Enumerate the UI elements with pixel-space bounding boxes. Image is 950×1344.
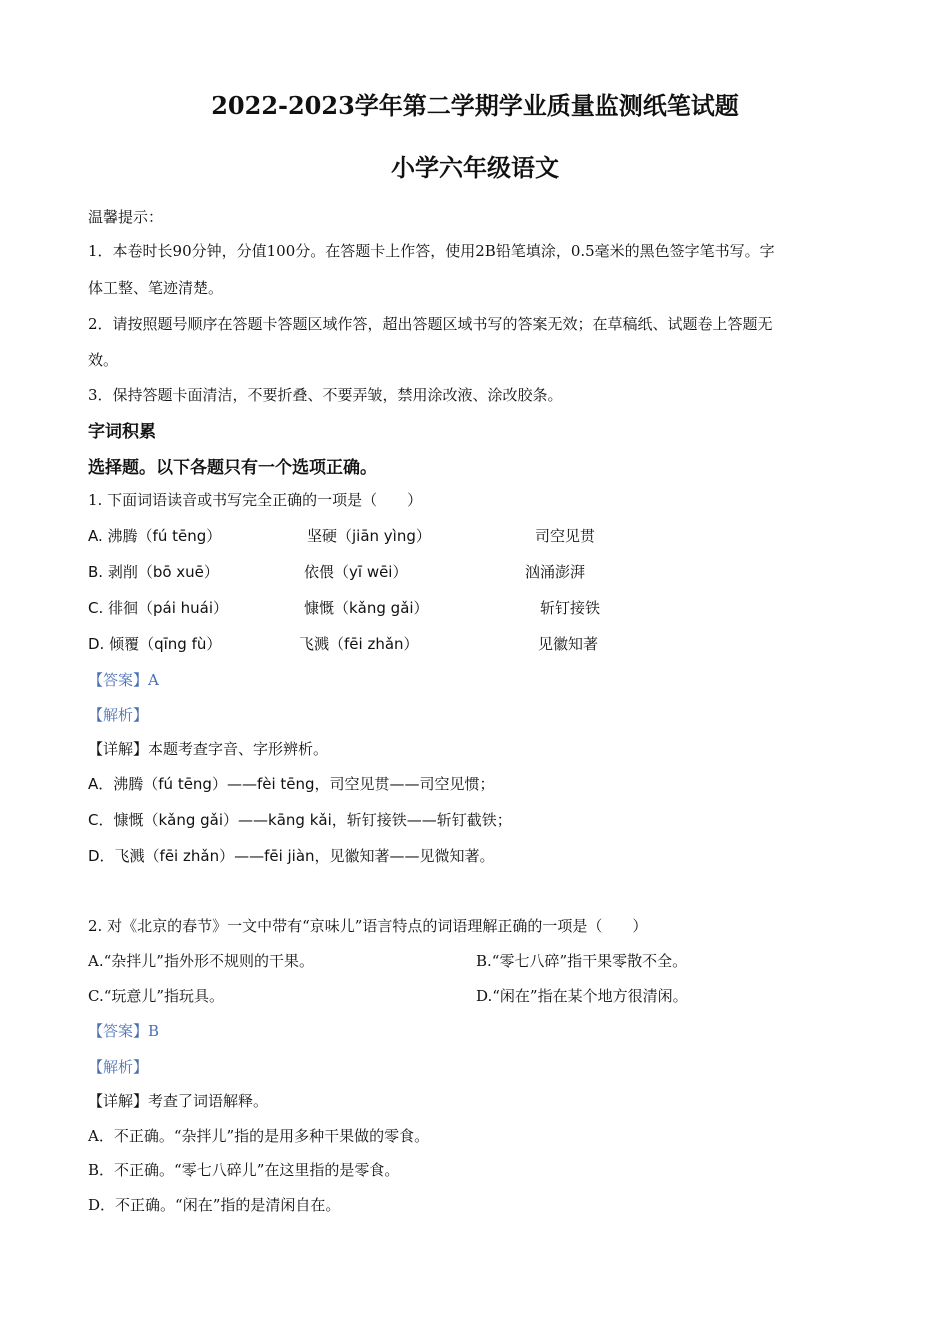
q1-option-d-word2: 飞溅（fēi zhǎn）: [299, 635, 419, 653]
q1-option-c-word2: 慷慨（kǎng gǎi）: [304, 599, 429, 617]
q2-explain-a: A．不正确。“杂拌儿”指的是用多种干果做的零食。: [88, 1127, 430, 1145]
q1-option-b-word1: B. 剥削（bō xuē）: [88, 563, 219, 581]
exam-subtitle: 小学六年级语文: [391, 153, 559, 182]
q2-option-c: C.“玩意儿”指玩具。: [88, 987, 225, 1005]
q1-option-b-word2: 依偎（yī wēi）: [304, 563, 408, 581]
exam-title: 2022-2023学年第二学期学业质量监测纸笔试题: [211, 91, 739, 120]
q1-option-c-word3: 斩钉接铁: [540, 599, 601, 617]
q2-explain-b: B．不正确。“零七八碎儿”在这里指的是零食。: [88, 1161, 400, 1179]
q1-option-c-word1: C. 徘徊（pái huái）: [88, 599, 229, 617]
q1-analysis-label: 【解析】: [88, 706, 149, 724]
notice-line-1b: 体工整、笔迹清楚。: [88, 279, 224, 297]
notice-line-1a: 1．本卷时长90分钟，分值100分。在答题卡上作答，使用2B铅笔填涂，0.5毫米的黑色签字笔书写。字: [88, 242, 775, 260]
instruction-heading: 选择题。以下各题只有一个选项正确。: [88, 458, 377, 478]
q2-explain-d: D．不正确。“闲在”指的是清闲自在。: [88, 1196, 341, 1214]
q1-answer: 【答案】A: [88, 671, 159, 689]
q1-explain-c: C．慷慨（kǎng gǎi）——kāng kǎi，斩钉接铁——斩钉截铁；: [88, 811, 512, 829]
q1-option-a-word3: 司空见贯: [535, 527, 596, 545]
notice-heading: 温馨提示：: [88, 208, 164, 226]
q1-detail: 【详解】本题考查字音、字形辨析。: [88, 740, 329, 758]
q2-stem: 2. 对《北京的春节》一文中带有“京味儿”语言特点的词语理解正确的一项是（ ）: [88, 917, 648, 935]
q2-option-a: A.“杂拌儿”指外形不规则的干果。: [88, 952, 314, 970]
q1-explain-d: D．飞溅（fēi zhǎn）——fēi jiàn，见徽知著——见微知著。: [88, 847, 495, 865]
notice-line-2b: 效。: [88, 351, 119, 369]
q1-option-a-word2: 坚硬（jiān yìng）: [307, 527, 431, 545]
q1-option-d-word1: D. 倾覆（qīng fù）: [88, 635, 222, 653]
q1-explain-a: A．沸腾（fú tēng）——fèi tēng，司空见贯——司空见惯；: [88, 775, 495, 793]
notice-line-2a: 2．请按照题号顺序在答题卡答题区域作答，超出答题区域书写的答案无效；在草稿纸、试题卷上答题无: [88, 315, 773, 333]
q1-stem: 1. 下面词语读音或书写完全正确的一项是（ ）: [88, 491, 423, 509]
q1-option-b-word3: 汹涌澎湃: [525, 563, 586, 581]
q2-option-d: D.“闲在”指在某个地方很清闲。: [476, 987, 688, 1005]
q2-answer: 【答案】B: [88, 1022, 160, 1040]
q1-option-d-word3: 见徽知著: [538, 635, 599, 653]
q2-option-b: B.“零七八碎”指干果零散不全。: [476, 952, 688, 970]
notice-line-3: 3．保持答题卡面清洁，不要折叠、不要弄皱，禁用涂改液、涂改胶条。: [88, 386, 563, 404]
q2-detail: 【详解】考查了词语解释。: [88, 1092, 269, 1110]
q1-option-a-word1: A. 沸腾（fú tēng）: [88, 527, 222, 545]
section-heading: 字词积累: [88, 422, 156, 442]
q2-analysis-label: 【解析】: [88, 1058, 149, 1076]
